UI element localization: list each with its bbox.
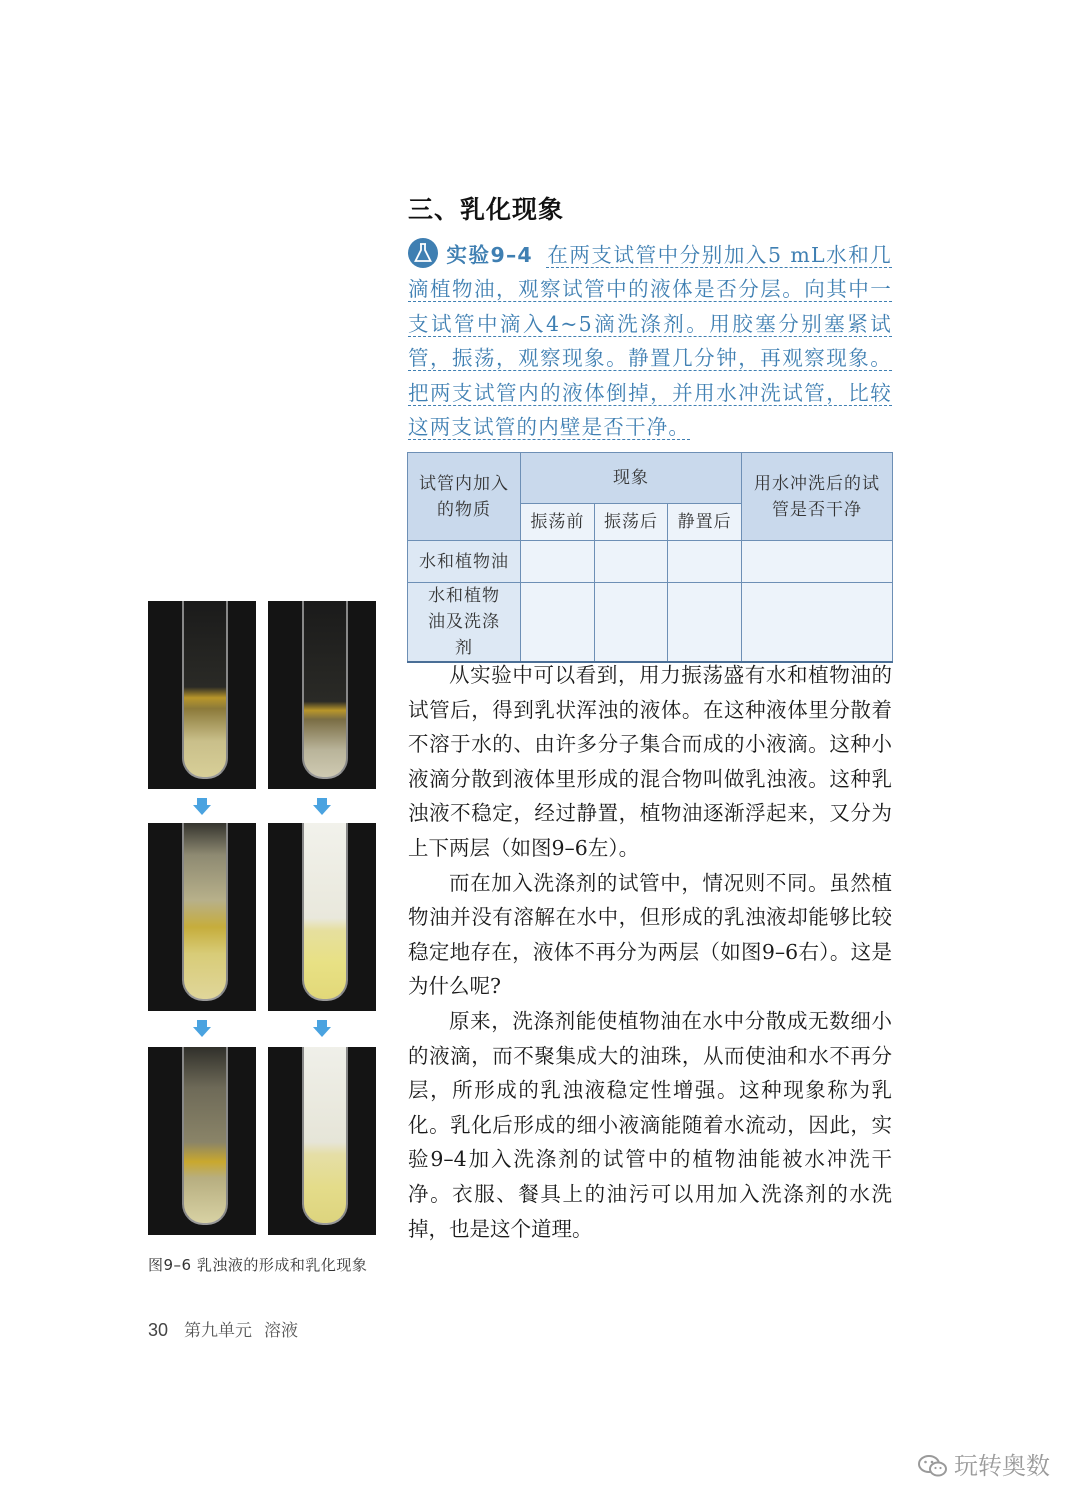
photo-oil-water-detergent-settled <box>268 1047 376 1235</box>
table-cell <box>668 541 742 583</box>
experiment-box <box>408 238 892 444</box>
watermark-text: 玩转奥数 <box>954 1452 1050 1480</box>
observation-table <box>407 452 893 663</box>
unit-topic: 溶液 <box>264 1321 299 1341</box>
header-substance: 试管内加入的物质 <box>408 453 521 541</box>
paragraph: 而在加入洗涤剂的试管中，情况则不同。虽然植物油并没有溶解在水中，但形成的乳浊液却能够比较稳定地存在，液体不再分为两层（如图9–6右）。这是为什么呢? <box>408 870 892 999</box>
header-phenomenon: 现象 <box>521 453 742 504</box>
table-row <box>408 583 893 663</box>
photo-oil-water-shaken <box>148 823 256 1011</box>
down-arrow-icon <box>193 805 211 815</box>
experiment-text: 在两支试管中分别加入5 mL水和几滴植物油，观察试管中的液体是否分层。向其中一支试管中滴入4~5滴洗涤剂。用胶塞分别塞紧试管，振荡，观察现象。静置几分钟，再观察现象。把两支试管内的液体倒掉，并用水冲洗试管，比较这两支试管的内壁是否干净。 <box>408 243 893 440</box>
down-arrow-icon <box>313 805 331 815</box>
paragraph: 原来，洗涤剂能使植物油在水中分散成无数细小的液滴，而不聚集成大的油珠，从而使油和水不再分层，所形成的乳浊液稳定性增强。这种现象称为乳化。乳化后形成的细小液滴能随着水流动，因此，实验9–4加入洗涤剂的试管中的植物油能被水冲洗干净。衣服、餐具上的油污可以用加入洗涤剂的水洗掉，也是这个道理。 <box>408 1008 892 1241</box>
row-label: 水和植物油 <box>408 541 521 583</box>
subheader-settle: 静置后 <box>668 504 742 541</box>
watermark <box>918 1446 1050 1484</box>
table-cell <box>742 541 893 583</box>
photo-oil-water-detergent-before <box>268 601 376 789</box>
wechat-icon <box>918 1454 948 1484</box>
photo-oil-water-before <box>148 601 256 789</box>
down-arrow-icon <box>313 1027 331 1037</box>
table-row <box>408 541 893 583</box>
table-cell <box>521 541 595 583</box>
table-cell <box>668 583 742 663</box>
photo-oil-water-settled <box>148 1047 256 1235</box>
subheader-before: 振荡前 <box>521 504 595 541</box>
figure-test-tubes <box>148 601 378 1237</box>
table-cell <box>594 541 668 583</box>
table-cell <box>594 583 668 663</box>
experiment-label: 实验9–4 <box>446 243 533 267</box>
table-cell <box>521 583 595 663</box>
header-clean: 用水冲洗后的试管是否干净 <box>742 453 893 541</box>
photo-oil-water-detergent-shaken <box>268 823 376 1011</box>
figure-caption: 图9–6 乳浊液的形成和乳化现象 <box>148 1256 368 1274</box>
table-cell <box>742 583 893 663</box>
down-arrow-icon <box>193 1027 211 1037</box>
flask-icon <box>408 238 438 268</box>
page-footer <box>148 1316 298 1341</box>
unit-name: 第九单元 <box>184 1321 253 1341</box>
section-title: 三、乳化现象 <box>408 195 565 224</box>
paragraph: 从实验中可以看到，用力振荡盛有水和植物油的试管后，得到乳状浑浊的液体。在这种液体里分散着不溶于水的、由许多分子集合而成的小液滴。这种小液滴分散到液体里形成的混合物叫做乳浊液。这种乳浊液不稳定，经过静置，植物油逐渐浮起来，又分为上下两层（如图9–6左）。 <box>408 663 892 860</box>
body-text <box>408 658 892 1246</box>
subheader-after: 振荡后 <box>594 504 668 541</box>
page-number: 30 <box>148 1320 169 1340</box>
row-label: 水和植物油及洗涤剂 <box>408 583 521 663</box>
